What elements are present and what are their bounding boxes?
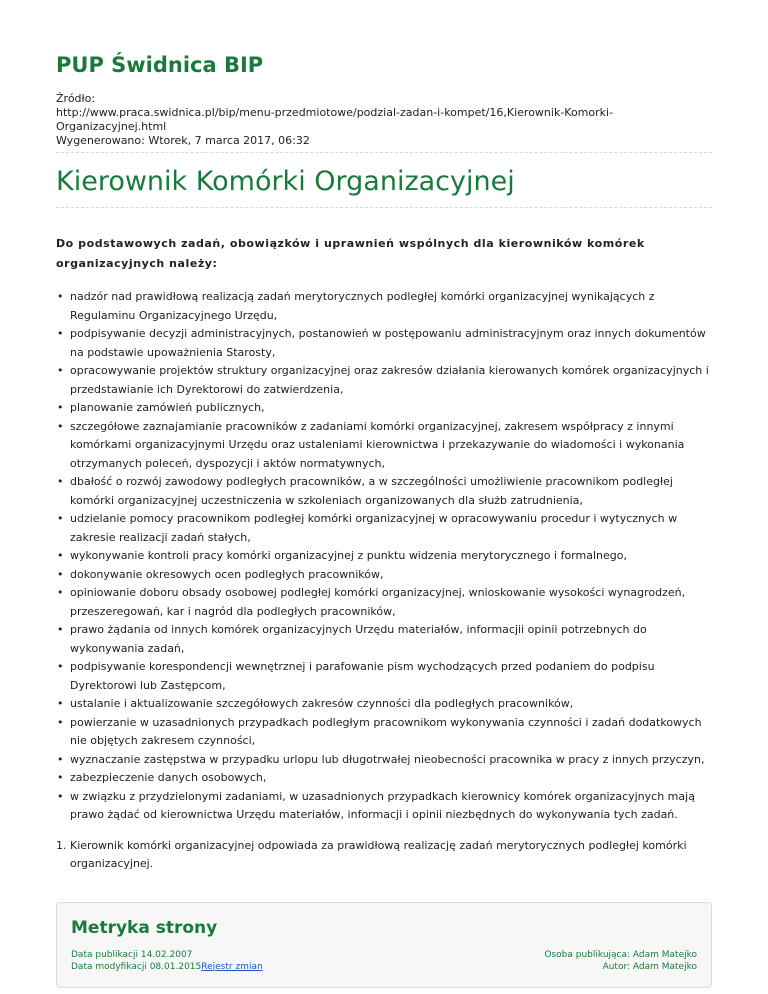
list-item-text: ustalanie i aktualizowanie szczegółowych zakresów czynności dla podległych pracowników, [70, 697, 574, 710]
list-item [56, 473, 712, 510]
metrics-people [544, 949, 697, 973]
page-metrics-box [56, 902, 712, 988]
bullet-icon: • [57, 697, 64, 710]
bullet-icon: • [57, 364, 64, 377]
changelog-link[interactable]: Rejestr zmian [201, 961, 263, 972]
bullet-icon: • [57, 715, 64, 729]
bullet-icon: • [57, 660, 64, 673]
list-item-text: powierzanie w uzasadnionych przypadkach podległym pracownikom wykonywania czynności i zadań dodatkowych nie objętych zakresem czynności, [70, 715, 702, 747]
bullet-icon: • [57, 771, 64, 784]
bullet-icon: • [57, 419, 64, 433]
site-title: PUP Świdnica BIP [56, 53, 264, 77]
divider [56, 207, 712, 208]
list-item [56, 325, 712, 362]
source-url: http://www.praca.swidnica.pl/bip/menu-przedmiotowe/podzial-zadan-i-kompet/16,Kierownik-Komorki-Organizacyjnej.html [56, 106, 614, 133]
list-item-text: wykonywanie kontroli pracy komórki organizacyjnej z punktu widzenia merytorycznego i formalnego, [70, 549, 627, 562]
bullet-icon: • [57, 789, 64, 803]
list-item [56, 714, 712, 751]
bullet-icon: • [57, 586, 64, 599]
metrics-dates [71, 949, 263, 973]
list-item-text: prawo żądania od innych komórek organizacyjnych Urzędu materiałów, informacjii opinii potrzebnych do wykonywania zadań, [70, 623, 647, 655]
bullet-icon: • [57, 752, 64, 766]
list-item [56, 788, 712, 825]
divider [56, 152, 712, 153]
bullet-icon: • [57, 401, 64, 414]
list-item [56, 621, 712, 658]
author: Autor: Adam Matejko [602, 961, 697, 972]
list-item-text: nadzór nad prawidłową realizacją zadań merytorycznych podległej komórki organizacyjnej wynikających z Regulaminu Organizacyjnego Urzędu, [70, 290, 655, 322]
list-item [56, 510, 712, 547]
publisher: Osoba publikująca: Adam Matejko [544, 949, 697, 960]
list-number: 1. [56, 838, 67, 852]
list-item-text: dokonywanie okresowych ocen podległych pracowników, [70, 567, 384, 581]
bullet-icon: • [57, 623, 64, 636]
list-item [56, 418, 712, 474]
bullet-icon: • [57, 549, 64, 562]
page-title: Kierownik Komórki Organizacyjnej [56, 166, 515, 197]
source-meta [56, 92, 712, 148]
list-item-text: podpisywanie decyzji administracyjnych, postanowień w postępowaniu administracyjnym oraz innych dokumentów na podstawie upoważnienia Starosty, [70, 327, 706, 359]
modification-date: Data modyfikacji 08.01.2015 [71, 961, 202, 972]
list-item-text: opracowywanie projektów struktury organizacyjnej oraz zakresów działania kierowanych komórek organizacyjnych i przedstawianie ich Dyrektorowi do zatwierdzenia, [70, 364, 709, 396]
list-item-text: zabezpieczenie danych osobowych, [70, 771, 267, 784]
list-item-text: planowanie zamówień publicznych, [70, 401, 265, 414]
list-item [56, 658, 712, 695]
list-item [56, 547, 712, 566]
list-item-text: opiniowanie doboru obsady osobowej podległej komórki organizacyjnej, wnioskowanie wysokości wynagrodzeń, przeszeregowań, kar i nagród dla podległych pracowników, [70, 586, 686, 618]
numbered-list [56, 837, 712, 874]
list-item [56, 362, 712, 399]
generated-date: Wygenerowano: Wtorek, 7 marca 2017, 06:32 [56, 134, 310, 147]
list-item [56, 695, 712, 714]
list-item-text: udzielanie pomocy pracownikom podległej komórki organizacyjnej w opracowywaniu procedur i wytycznych w zakresie realizacji zadań stałych, [70, 512, 678, 544]
list-item-text: szczegółowe zaznajamianie pracowników z zadaniami komórki organizacyjnej, zakresem współpracy z innymi komórkami organizacyjnymi Urzędu oraz ustaleniami kierownictwa i przekazywanie do wiadomości i wykonania otrzymanych poleceń, dyspozycji i aktów normatywnych, [70, 419, 685, 470]
list-item-text: podpisywanie korespondencji wewnętrznej i parafowanie pism wychodzących przed podaniem do podpisu Dyrektorowi lub Zastępcom, [70, 660, 655, 692]
bullet-icon: • [57, 567, 64, 581]
bullet-icon: • [57, 512, 64, 525]
list-item [56, 769, 712, 788]
list-item-text: Kierownik komórki organizacyjnej odpowiada za prawidłową realizację zadań merytorycznych podległej komórki organizacyjnej. [70, 838, 687, 870]
list-item [56, 566, 712, 585]
list-item [56, 288, 712, 325]
duties-list [56, 288, 712, 825]
list-item-text: dbałość o rozwój zawodowy podległych pracowników, a w szczególności umożliwienie pracownikom podległej komórki organizacyjnej uczestniczenia w szkoleniach organizowanych dla służb zatrudnienia, [70, 475, 673, 507]
list-item [56, 584, 712, 621]
bullet-icon: • [57, 290, 64, 303]
list-item-text: wyznaczanie zastępstwa w przypadku urlopu lub długotrwałej nieobecności pracownika w pracy z innych przyczyn, [70, 752, 705, 766]
list-item [56, 751, 712, 770]
source-label: Źródło: [56, 92, 96, 105]
modification-row [71, 961, 263, 973]
publication-date: Data publikacji 14.02.2007 [71, 949, 193, 960]
bullet-icon: • [57, 327, 64, 340]
intro-text: Do podstawowych zadań, obowiązków i uprawnień wspólnych dla kierowników komórek organizacyjnych należy: [56, 237, 645, 270]
metrics-title: Metryka strony [71, 917, 218, 938]
list-item [56, 837, 712, 874]
list-item-text: w związku z przydzielonymi zadaniami, w uzasadnionych przypadkach kierownicy komórek organizacyjnych mają prawo żądać od kierownictwa Urzędu materiałów, informacji i opinii niezbędnych do wykonywania tych zadań. [70, 789, 695, 821]
list-item [56, 399, 712, 418]
bullet-icon: • [57, 475, 64, 488]
